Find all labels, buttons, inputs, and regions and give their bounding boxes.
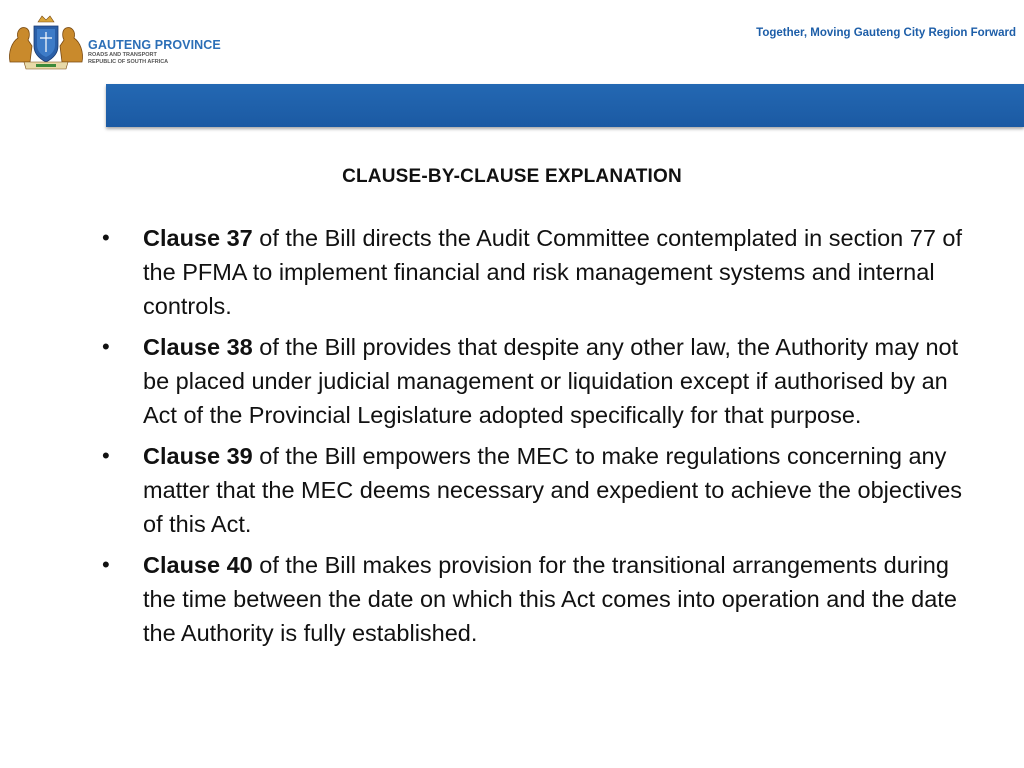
org-block — [88, 38, 221, 65]
tagline: Together, Moving Gauteng City Region Forward — [756, 27, 1016, 39]
org-name: GAUTENG PROVINCE — [88, 38, 221, 52]
clause-text: of the Bill makes provision for the transitional arrangements during the time between the date on which this Act comes into operation and the date the Authority is fully established. — [143, 552, 957, 646]
bullet-item — [102, 221, 982, 323]
bullet-marker: • — [102, 225, 110, 250]
org-department: ROADS AND TRANSPORT — [88, 52, 157, 58]
bullet-item — [102, 439, 982, 541]
clause-ref: Clause 39 — [143, 443, 253, 469]
clause-ref: Clause 40 — [143, 552, 253, 578]
clause-text: of the Bill provides that despite any other law, the Authority may not be placed under judicial management or liquidation except if authorised by an Act of the Provincial Legislature adopted specifically for that purpose. — [143, 334, 959, 428]
bullet-list — [102, 221, 982, 657]
slide-header — [0, 0, 1024, 80]
bullet-item — [102, 330, 982, 432]
bullet-item — [102, 548, 982, 650]
clause-ref: Clause 37 — [143, 225, 253, 251]
coat-of-arms-icon — [6, 12, 86, 72]
clause-text: of the Bill directs the Audit Committee contemplated in section 77 of the PFMA to implement financial and risk management systems and internal controls. — [143, 225, 963, 319]
bullet-marker: • — [102, 552, 110, 577]
bullet-marker: • — [102, 334, 110, 359]
clause-text: of the Bill empowers the MEC to make regulations concerning any matter that the MEC deems necessary and expedient to achieve the objectives of this Act. — [143, 443, 963, 537]
bullet-marker: • — [102, 443, 110, 468]
slide-title: CLAUSE-BY-CLAUSE EXPLANATION — [342, 166, 682, 187]
header-band — [106, 84, 1024, 127]
clause-ref: Clause 38 — [143, 334, 253, 360]
org-country: REPUBLIC OF SOUTH AFRICA — [88, 58, 169, 65]
